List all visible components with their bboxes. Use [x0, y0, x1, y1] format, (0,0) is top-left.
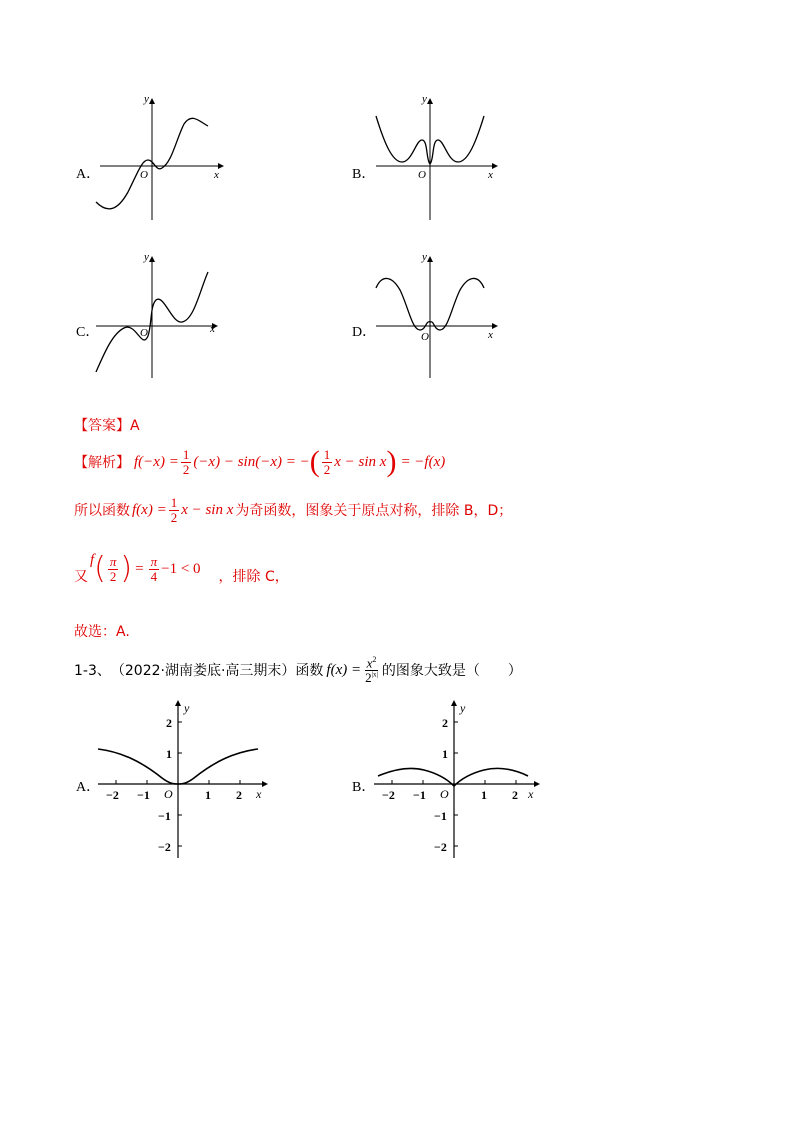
y-axis-label: y: [144, 93, 149, 105]
option-a-label: A．: [76, 167, 101, 182]
svg-text:1: 1: [166, 747, 172, 761]
analysis-line-2: 所以函数 f(x) = $\frac{1}{2}$ x − sin x 为奇函数，图象关于原点对称，排除 B，D；: [74, 495, 513, 525]
analysis-tag: 【解析】: [74, 455, 130, 471]
fraction-one-half: $\frac{1}{2}$: [182, 446, 190, 477]
question-number: 1-3、: [74, 663, 111, 680]
svg-text:−2: −2: [106, 788, 119, 802]
svg-text:−1: −1: [434, 809, 447, 823]
svg-text:−1: −1: [137, 788, 150, 802]
svg-text:1: 1: [481, 788, 487, 802]
graph-c-top: [90, 250, 230, 385]
svg-text:x: x: [528, 787, 534, 801]
question-fraction: $\frac{x^2}{2^{|x|}}$: [365, 655, 378, 685]
svg-text:O: O: [164, 787, 173, 801]
svg-text:1: 1: [205, 788, 211, 802]
svg-text:2: 2: [166, 716, 172, 730]
answer-value: A: [130, 418, 140, 434]
graph-b-top: [368, 92, 508, 227]
svg-text:O: O: [440, 787, 449, 801]
svg-text:O: O: [418, 169, 426, 181]
svg-text:−1: −1: [413, 788, 426, 802]
svg-text:−2: −2: [382, 788, 395, 802]
svg-text:x: x: [256, 787, 262, 801]
svg-text:y: y: [460, 701, 466, 715]
svg-text:2: 2: [236, 788, 242, 802]
question-1-3: 1-3、 （2022·湖南娄底·高三期末）函数 f(x) = $\frac{x^2}{2^{|x|}}$ 的图象大致是（ ）: [74, 655, 522, 685]
option-d-label: D．: [352, 325, 377, 340]
svg-text:−1: −1: [158, 809, 171, 823]
svg-text:O: O: [140, 327, 148, 339]
x-axis-label: x: [214, 169, 219, 181]
graph-a-bottom: [92, 700, 272, 860]
graph-d-top: [368, 250, 508, 385]
svg-text:x: x: [488, 329, 493, 341]
graph-a-top: [90, 92, 230, 227]
option-c-label: C．: [76, 325, 100, 340]
svg-text:2: 2: [442, 716, 448, 730]
origin-label: O: [140, 169, 148, 181]
analysis-line-3: 又 f ( $\frac{\pi}{2}$ ) = $\frac{\pi}{4}$ −1 < 0 ，排除 C，: [74, 551, 289, 586]
svg-text:−2: −2: [158, 840, 171, 854]
question-source: （2022·湖南娄底·高三期末）函数: [110, 663, 324, 680]
answer-tag: 【答案】: [74, 418, 130, 434]
svg-text:2: 2: [512, 788, 518, 802]
svg-text:y: y: [144, 251, 149, 263]
answer-line: [74, 415, 140, 435]
conclusion: 故选：A.: [74, 624, 130, 640]
svg-text:y: y: [184, 701, 190, 715]
svg-text:y: y: [422, 93, 427, 105]
svg-text:O: O: [421, 331, 429, 343]
svg-text:x: x: [210, 323, 215, 335]
analysis-line-1: 【解析】 f(−x) = $\frac{1}{2}$ (−x) − sin(−x) = − ( $\frac{1}{2}$ x − sin x ) = −f(x): [74, 445, 446, 478]
svg-text:−2: −2: [434, 840, 447, 854]
option-b-label: B．: [352, 167, 376, 182]
svg-text:y: y: [422, 251, 427, 263]
svg-text:1: 1: [442, 747, 448, 761]
graph-b-bottom: [368, 700, 548, 860]
svg-text:x: x: [488, 169, 493, 181]
